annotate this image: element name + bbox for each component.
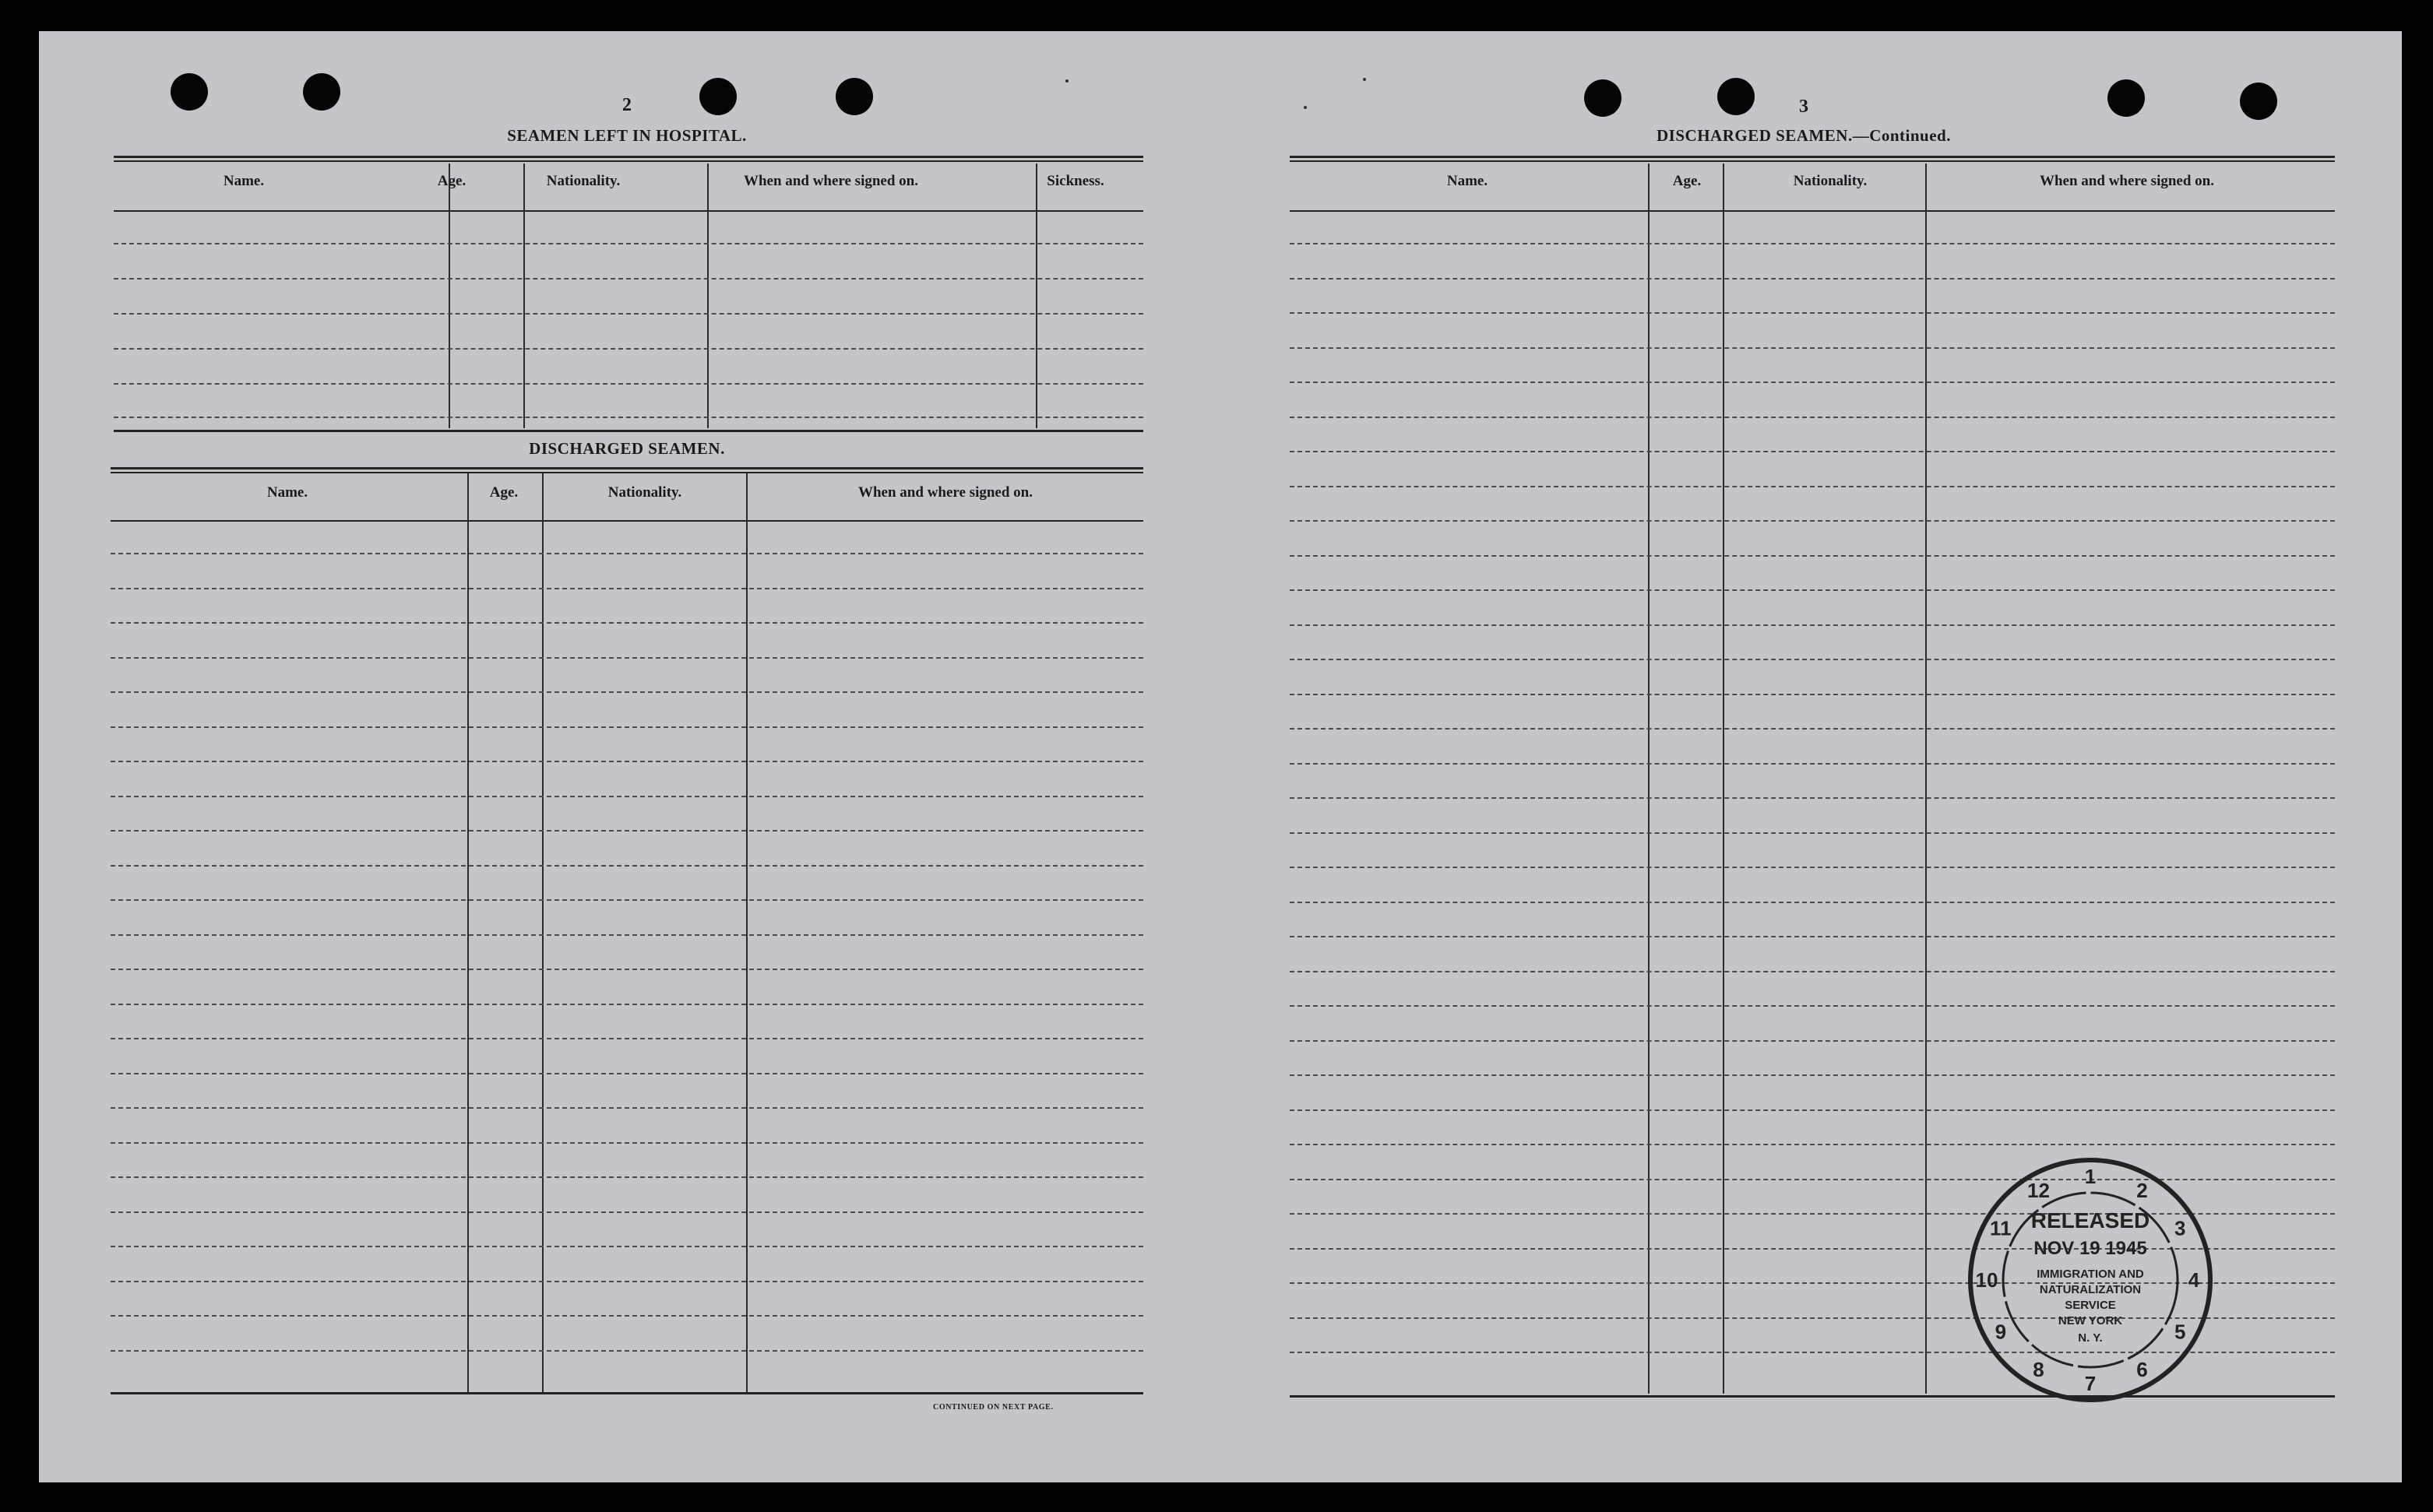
stamp-date: NOV 19 1945: [2033, 1238, 2147, 1259]
entry-line: [1290, 589, 2335, 591]
dust-speck: [1363, 78, 1366, 81]
entry-line: [114, 348, 1143, 350]
stamp-ring-digit: 3: [2174, 1216, 2186, 1240]
entry-line: [1290, 1074, 2335, 1076]
entry-line: [111, 1211, 1143, 1213]
entry-line: [111, 796, 1143, 797]
entry-line: [111, 1107, 1143, 1109]
entry-line: [111, 969, 1143, 970]
entry-line: [111, 1315, 1143, 1317]
punch-hole: [1717, 78, 1755, 115]
entry-line: [1290, 971, 2335, 972]
dust-speck: [1304, 106, 1307, 109]
stamp-line-naturalization: NATURALIZATION: [2039, 1283, 2142, 1296]
entry-line: [1290, 728, 2335, 730]
entry-line: [1290, 382, 2335, 383]
entry-line: [1290, 694, 2335, 695]
entry-line: [111, 830, 1143, 832]
column-header-signed-on: When and where signed on.: [743, 173, 919, 189]
column-header-nationality: Nationality.: [607, 484, 682, 501]
column-header-age: Age.: [489, 484, 519, 501]
entry-line: [111, 761, 1143, 762]
stamp-ring-digit: 4: [2188, 1268, 2200, 1292]
entry-line: [114, 313, 1143, 315]
punch-hole: [1584, 79, 1621, 117]
stamp-ring-digit: 7: [2084, 1372, 2097, 1395]
stamp-ring-digit: 8: [2033, 1358, 2044, 1382]
stamp-ring-digit: 11: [1990, 1216, 2012, 1240]
discharged-table: [111, 467, 1143, 1442]
stamp-line-state: N. Y.: [2078, 1331, 2103, 1345]
entry-line: [111, 1350, 1143, 1352]
entry-line: [1290, 555, 2335, 557]
entry-line: [1290, 1040, 2335, 1042]
dust-speck: [1065, 79, 1069, 83]
column-header-age: Age.: [1672, 173, 1702, 189]
stamp-line-service: SERVICE: [2065, 1299, 2116, 1312]
entry-line: [1290, 451, 2335, 452]
stamp-line-city: NEW YORK: [2058, 1314, 2123, 1327]
table-top-rule: [114, 156, 1143, 162]
entry-line: [1290, 902, 2335, 903]
entry-line: [111, 899, 1143, 901]
entry-line: [111, 1142, 1143, 1144]
entry-line: [1290, 1005, 2335, 1007]
entry-line: [1290, 936, 2335, 937]
punch-hole: [836, 78, 873, 115]
entry-line: [1290, 867, 2335, 868]
entry-line: [111, 934, 1143, 936]
header-rule: [114, 210, 1143, 212]
entry-line: [111, 865, 1143, 867]
stamp-ring-digit: 10: [1975, 1268, 1998, 1292]
stamp-ring-digit: 2: [2136, 1178, 2148, 1202]
stamp-ring-digit: 6: [2136, 1358, 2148, 1382]
entry-line: [1290, 486, 2335, 487]
hospital-table: [114, 156, 1143, 466]
column-header-nationality: Nationality.: [546, 173, 621, 189]
entry-line: [1290, 347, 2335, 349]
stamp-released-text: RELEASED: [2030, 1208, 2150, 1232]
column-header-name: Name.: [266, 484, 308, 501]
punch-hole: [699, 78, 737, 115]
entry-line: [1290, 243, 2335, 244]
punch-hole: [171, 73, 208, 111]
entry-line: [111, 1004, 1143, 1005]
entry-line: [111, 1038, 1143, 1039]
header-rule: [111, 520, 1143, 522]
entry-line: [114, 383, 1143, 385]
hospital-section-title: SEAMEN LEFT IN HOSPITAL.: [507, 126, 747, 145]
punch-hole: [2240, 83, 2277, 120]
column-divider: [1036, 164, 1037, 428]
entry-line: [111, 691, 1143, 693]
entry-line: [1290, 659, 2335, 660]
column-header-signed-on: When and where signed on.: [857, 484, 1033, 501]
column-divider: [707, 164, 709, 428]
entry-line: [111, 1246, 1143, 1247]
continued-footer: CONTINUED ON NEXT PAGE.: [933, 1403, 1054, 1412]
page-number-right: 3: [1799, 97, 1808, 117]
entry-line: [1290, 1144, 2335, 1145]
entry-line: [1290, 520, 2335, 522]
entry-line: [1290, 624, 2335, 626]
entry-line: [1290, 763, 2335, 765]
punch-hole: [2107, 79, 2145, 117]
entry-line: [111, 553, 1143, 554]
column-header-name: Name.: [223, 173, 265, 189]
stamp-line-immigration: IMMIGRATION AND: [2037, 1268, 2144, 1281]
stamp-ring-digit: 1: [2084, 1165, 2097, 1188]
table-top-rule: [1290, 156, 2335, 162]
entry-line: [114, 417, 1143, 418]
column-divider: [523, 164, 525, 428]
entry-line: [111, 1176, 1143, 1178]
entry-line: [1290, 278, 2335, 280]
column-divider: [746, 473, 748, 1392]
column-header-signed-on: When and where signed on.: [2039, 173, 2215, 189]
punch-hole: [303, 73, 340, 111]
entry-line: [111, 657, 1143, 659]
entry-line: [111, 726, 1143, 728]
entry-line: [1290, 1109, 2335, 1111]
table-bottom-rule: [114, 430, 1143, 432]
table-bottom-rule: [111, 1392, 1143, 1394]
column-header-age: Age.: [437, 173, 467, 189]
entry-line: [1290, 832, 2335, 834]
entry-line: [114, 243, 1143, 244]
column-divider: [449, 164, 450, 428]
column-header-sickness: Sickness.: [1047, 173, 1104, 189]
stamp-ring-digit: 12: [2027, 1178, 2050, 1202]
entry-line: [1290, 417, 2335, 418]
table-top-rule: [111, 467, 1143, 473]
column-header-name: Name.: [1446, 173, 1488, 189]
entry-line: [1290, 797, 2335, 799]
entry-line: [114, 278, 1143, 280]
column-divider: [467, 473, 469, 1392]
entry-line: [111, 1073, 1143, 1074]
header-rule: [1290, 210, 2335, 212]
discharged-continued-title: DISCHARGED SEAMEN.—Continued.: [1657, 126, 1951, 145]
released-stamp: [1966, 1156, 2214, 1404]
entry-line: [111, 1281, 1143, 1282]
entry-line: [111, 588, 1143, 589]
discharged-section-title: DISCHARGED SEAMEN.: [529, 439, 725, 458]
column-header-nationality: Nationality.: [1793, 173, 1868, 189]
entry-line: [1290, 312, 2335, 314]
stamp-ring-digit: 9: [1995, 1320, 2007, 1344]
entry-line: [111, 622, 1143, 624]
column-divider: [542, 473, 544, 1392]
page-number-left: 2: [622, 95, 632, 115]
stamp-ring-digit: 5: [2174, 1320, 2186, 1344]
